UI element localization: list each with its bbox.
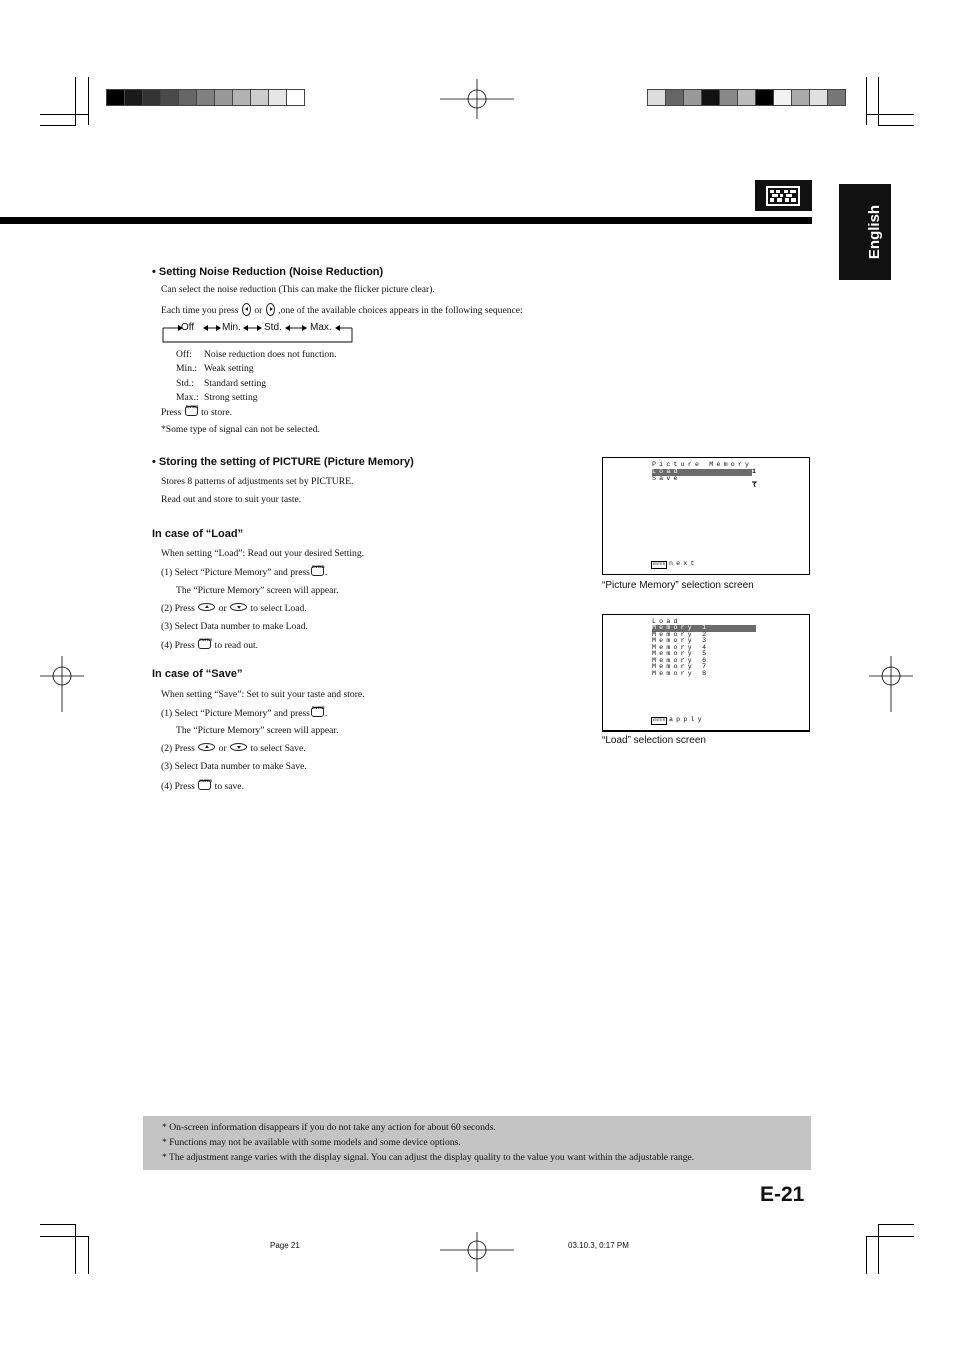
option-desc: Weak setting <box>204 363 254 374</box>
enter-button-icon <box>198 780 211 790</box>
save-step-3: (3) Select Data number to make Save. <box>161 761 307 772</box>
left-button-icon <box>242 303 251 316</box>
screen-menu-item: Memory 5 <box>652 650 710 657</box>
option-term: Std.: <box>176 378 194 389</box>
registration-mark-icon <box>869 656 913 712</box>
screen-title: Load <box>652 618 681 625</box>
crop-mark <box>88 1236 89 1274</box>
crop-mark <box>40 125 76 126</box>
note-item: * Functions may not be available with some models and some device options. <box>162 1137 461 1148</box>
crop-mark <box>866 114 914 115</box>
screen-menu-item-selected: Memory 1 <box>652 625 756 632</box>
crop-mark <box>88 77 89 125</box>
header-rule <box>0 217 812 224</box>
registration-mark-icon <box>440 79 514 119</box>
save-heading: In case of “Save” <box>152 668 243 680</box>
option-desc: Standard setting <box>204 378 267 389</box>
crop-mark <box>75 1224 76 1274</box>
crop-mark <box>878 77 879 125</box>
crop-mark <box>866 77 867 125</box>
language-tab <box>839 184 891 280</box>
print-timestamp: 03.10.3, 0:17 PM <box>568 1241 629 1250</box>
memory-line1: Stores 8 patterns of adjustments set by PICTURE. <box>161 476 354 487</box>
picture-memory-screen <box>602 457 810 575</box>
crop-mark <box>40 114 88 115</box>
notes-box <box>143 1116 811 1170</box>
load-step-3: (3) Select Data number to make Load. <box>161 621 308 632</box>
crop-mark <box>878 1224 879 1274</box>
screen-menu-item-selected: Load <box>652 469 752 476</box>
load-intro: When setting “Load”: Read out your desired Setting. <box>161 548 365 559</box>
sequence-item: Max. <box>310 322 332 333</box>
enter-button-icon <box>311 566 324 576</box>
note-item: * On-screen information disappears if you do not take any action for about 60 seconds. <box>162 1122 496 1133</box>
sequence-item: Std. <box>264 322 282 333</box>
screen1-caption: “Picture Memory” selection screen <box>602 580 754 591</box>
down-button-icon <box>230 743 247 751</box>
monitor-menu-icon <box>755 180 812 211</box>
section-heading-memory: • Storing the setting of PICTURE (Picture Memory) <box>152 456 414 468</box>
load-screen <box>602 614 810 732</box>
right-button-icon <box>266 303 275 316</box>
save-step-1: (1) Select “Picture Memory” and pressENTER . <box>161 707 327 720</box>
screen2-caption: “Load” selection screen <box>602 735 706 746</box>
print-page-label: Page 21 <box>270 1241 300 1250</box>
save-intro: When setting “Save”: Set to suit your taste and store. <box>161 689 365 700</box>
option-term: Off: <box>176 349 192 360</box>
load-step-1: (1) Select “Picture Memory” and pressENTER . <box>161 566 327 579</box>
memory-line2: Read out and store to suit your taste. <box>161 494 302 505</box>
crop-mark <box>75 77 76 125</box>
enter-button-icon <box>185 406 198 416</box>
registration-mark-icon <box>40 656 84 712</box>
screen-menu-item: Memory 7 <box>652 663 710 670</box>
up-button-icon <box>198 603 215 611</box>
enter-button-icon <box>198 639 211 649</box>
screen-menu-item: Memory 8 <box>652 669 710 677</box>
screen-footer: apply <box>669 716 705 723</box>
up-button-icon <box>198 743 215 751</box>
screen-menu-item: Memory 4 <box>652 643 710 651</box>
option-term: Max.: <box>176 392 199 403</box>
note-item: * The adjustment range varies with the display signal. You can adjust the display quality to the value you want within the adjustable range. <box>162 1152 695 1163</box>
load-step-4: (4) Press ENTER to read out. <box>161 639 258 652</box>
screen-menu-item: Memory 2 <box>652 630 710 638</box>
screen-value: 1 <box>752 468 760 475</box>
crop-mark <box>878 125 914 126</box>
load-heading: In case of “Load” <box>152 528 244 540</box>
language-tab-label: English <box>866 204 883 260</box>
crop-mark <box>40 1236 88 1237</box>
noise-description: Can select the noise reduction (This can make the flicker picture clear). <box>161 284 435 295</box>
registration-mark-icon <box>440 1232 514 1272</box>
noise-press-store: Press ENTER to store. <box>161 406 232 419</box>
save-step-2: (2) Press or to select Save. <box>161 743 306 754</box>
page-number: E-21 <box>760 1183 805 1206</box>
crop-mark <box>866 1236 867 1274</box>
option-desc: Noise reduction does not function. <box>204 349 337 360</box>
noise-each-press: Each time you press or ,one of the available choices appears in the following sequence: <box>161 305 523 316</box>
sequence-item: Min. <box>222 322 241 333</box>
save-step-1-sub: The “Picture Memory” screen will appear. <box>176 725 339 736</box>
option-term: Min.: <box>176 363 198 374</box>
crop-mark <box>866 1236 914 1237</box>
screen-footer: next <box>669 560 698 567</box>
load-step-2: (2) Press or to select Load. <box>161 603 307 614</box>
load-step-1-sub: The “Picture Memory” screen will appear. <box>176 585 339 596</box>
enter-key-icon: ENTER <box>652 563 665 567</box>
noise-sequence-diagram <box>162 319 354 345</box>
section-heading-noise: • Setting Noise Reduction (Noise Reduction) <box>152 266 384 278</box>
save-step-4: (4) Press ENTER to save. <box>161 780 244 793</box>
screen-menu-item: Memory 6 <box>652 656 710 664</box>
option-desc: Strong setting <box>204 392 258 403</box>
enter-button-icon <box>311 707 324 717</box>
sequence-item: Off <box>181 322 195 333</box>
enter-key-icon: ENTER <box>652 719 665 723</box>
crop-mark <box>878 1224 914 1225</box>
screen-title: Picture Memory <box>652 461 753 468</box>
noise-footnote: *Some type of signal can not be selected. <box>161 424 320 435</box>
down-button-icon <box>230 603 247 611</box>
cursor-icon <box>751 475 757 493</box>
crop-mark <box>40 1224 76 1225</box>
screen-menu-item: Save <box>652 475 681 482</box>
screen-menu-item: Memory 3 <box>652 637 710 644</box>
